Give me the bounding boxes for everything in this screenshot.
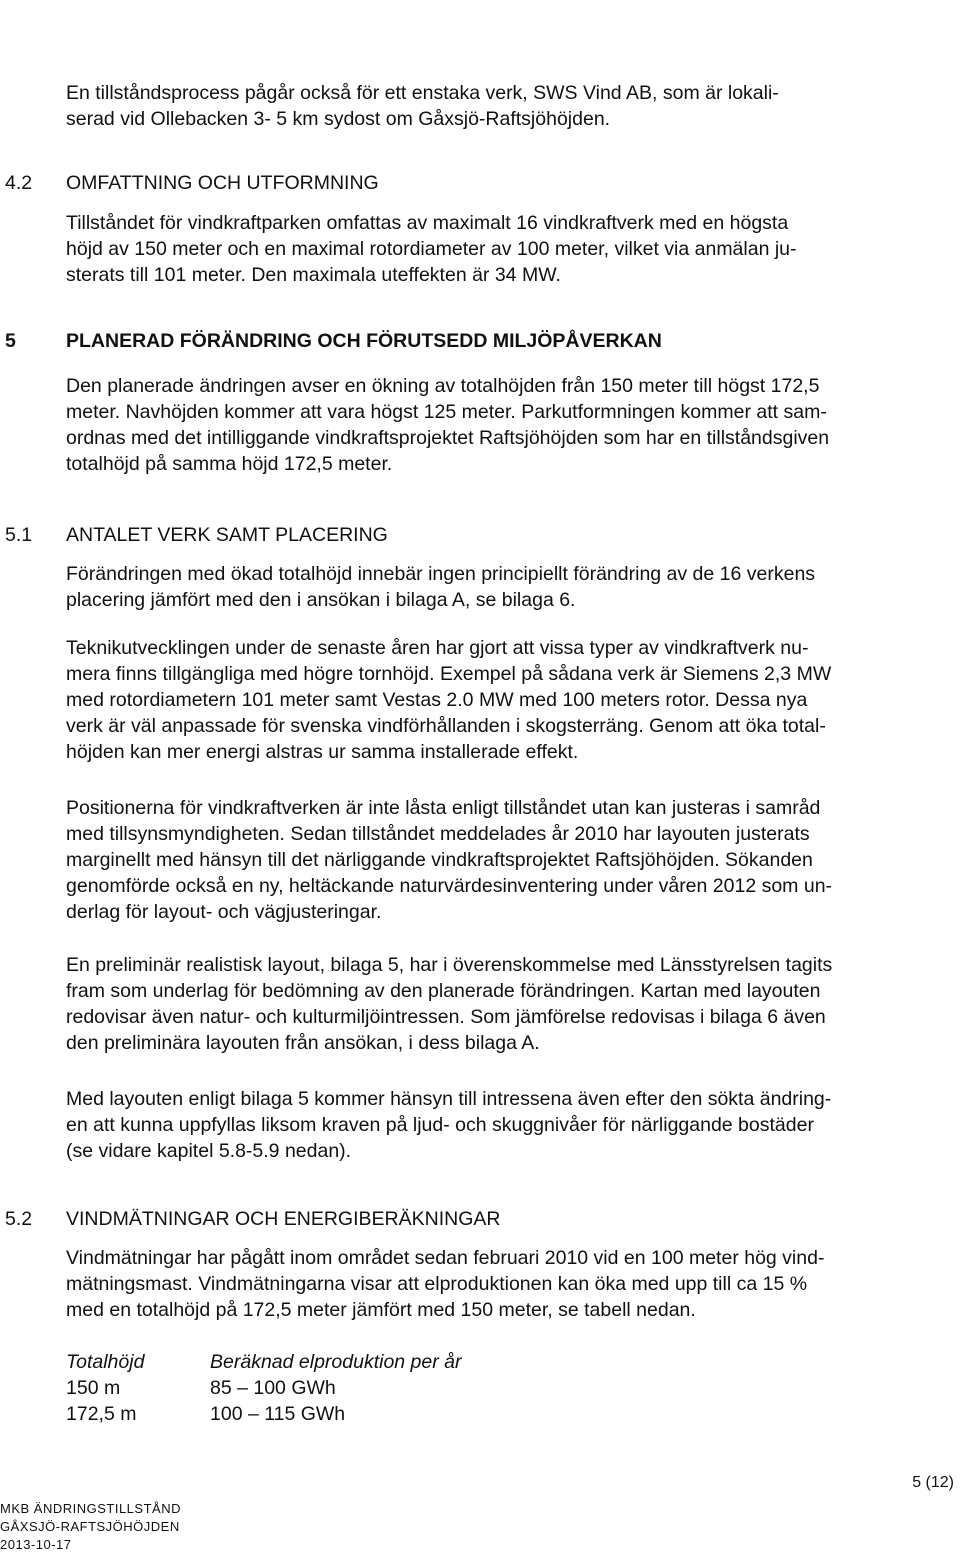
text-line: med en totalhöjd på 172,5 meter jämfört med 150 meter, se tabell nedan. [66, 1299, 696, 1321]
text-line: meter. Navhöjden kommer att vara högst 125 meter. Parkutformningen kommer att sam- [66, 401, 827, 423]
production-table [66, 1349, 462, 1427]
text-line: derlag för layout- och vägjusteringar. [66, 901, 382, 923]
section-5-1-paragraph-5 [66, 1086, 956, 1164]
footer-document-title: MKB ÄNDRINGSTILLSTÅND [0, 1501, 181, 1516]
section-5-2-paragraph [66, 1245, 956, 1323]
text-line: Vindmätningar har pågått inom området sedan februari 2010 vid en 100 meter hög vind- [66, 1247, 825, 1269]
table-cell: 172,5 m [66, 1403, 137, 1425]
text-line: marginellt med hänsyn till det närliggande vindkraftsprojektet Raftsjöhöjden. Sökanden [66, 849, 813, 871]
text-line: placering jämfört med den i ansökan i bilaga A, se bilaga 6. [66, 589, 576, 611]
text-line: Teknikutvecklingen under de senaste åren har gjort att vissa typer av vindkraftverk nu- [66, 637, 809, 659]
text-line: En preliminär realistisk layout, bilaga 5, har i överenskommelse med Länsstyrelsen tagits [66, 954, 833, 976]
section-5-1-paragraph-2 [66, 635, 956, 765]
section-5-2-number: 5.2 [5, 1208, 33, 1230]
text-line: serad vid Ollebacken 3- 5 km sydost om Gåxsjö-Raftsjöhöjden. [66, 108, 611, 130]
section-4-2-number: 4.2 [5, 172, 33, 194]
footer-date: 2013-10-17 [0, 1537, 72, 1552]
text-line: En tillståndsprocess pågår också för ett enstaka verk, SWS Vind AB, som är lokali- [66, 82, 779, 104]
text-line: totalhöjd på samma höjd 172,5 meter. [66, 453, 393, 475]
text-line: verk är väl anpassade för svenska vindförhållanden i skogsterräng. Genom att öka total- [66, 715, 826, 737]
table-row [66, 1375, 462, 1401]
intro-paragraph [66, 80, 956, 132]
section-4-2-title: OMFATTNING OCH UTFORMNING [66, 172, 379, 194]
section-5-number: 5 [5, 330, 16, 352]
text-line: mätningsmast. Vindmätningarna visar att elproduktionen kan öka med upp till ca 15 % [66, 1273, 808, 1295]
table-header-production: Beräknad elproduktion per år [210, 1351, 462, 1373]
section-5-1-paragraph-1 [66, 561, 956, 613]
text-line: fram som underlag för bedömning av den planerade förändringen. Kartan med layouten [66, 980, 821, 1002]
footer [0, 1500, 181, 1554]
text-line: den preliminära layouten från ansökan, i dess bilaga A. [66, 1032, 540, 1054]
text-line: höjden kan mer energi alstras ur samma installerade effekt. [66, 741, 579, 763]
text-line: Med layouten enligt bilaga 5 kommer hänsyn till intressena även efter den sökta ändring- [66, 1088, 832, 1110]
section-5-title: PLANERAD FÖRÄNDRING OCH FÖRUTSEDD MILJÖPÅVERKAN [66, 330, 662, 352]
section-5-1-title: ANTALET VERK SAMT PLACERING [66, 524, 388, 546]
text-line: genomförde också en ny, heltäckande naturvärdesinventering under våren 2012 som un- [66, 875, 833, 897]
text-line: Förändringen med ökad totalhöjd innebär ingen principiellt förändring av de 16 verkens [66, 563, 816, 585]
table-cell: 100 – 115 GWh [210, 1403, 346, 1425]
text-line: Den planerade ändringen avser en ökning av totalhöjden från 150 meter till högst 172,5 [66, 375, 820, 397]
text-line: en att kunna uppfyllas liksom kraven på ljud- och skuggnivåer för närliggande bostäder [66, 1114, 814, 1136]
table-header-height: Totalhöjd [66, 1351, 145, 1373]
text-line: med rotordiametern 101 meter samt Vestas 2.0 MW med 100 meters rotor. Dessa nya [66, 689, 808, 711]
text-line: mera finns tillgängliga med högre tornhöjd. Exempel på sådana verk är Siemens 2,3 MW [66, 663, 832, 685]
table-cell: 150 m [66, 1377, 121, 1399]
section-5-2-title: VINDMÄTNINGAR OCH ENERGIBERÄKNINGAR [66, 1208, 501, 1230]
section-5-paragraph [66, 373, 956, 477]
text-line: (se vidare kapitel 5.8-5.9 nedan). [66, 1140, 352, 1162]
text-line: ordnas med det intilliggande vindkraftsprojektet Raftsjöhöjden som har en tillståndsgiven [66, 427, 830, 449]
text-line: redovisar även natur- och kulturmiljöintressen. Som jämförelse redovisas i bilaga 6 även [66, 1006, 826, 1028]
table-header-row [66, 1349, 462, 1375]
text-line: Tillståndet för vindkraftparken omfattas av maximalt 16 vindkraftverk med en högsta [66, 212, 789, 234]
page-number: 5 (12) [912, 1474, 954, 1491]
footer-project-name: GÅXSJÖ-RAFTSJÖHÖJDEN [0, 1519, 180, 1534]
section-5-1-paragraph-3 [66, 795, 956, 925]
section-5-1-number: 5.1 [5, 524, 33, 546]
section-4-2-paragraph [66, 210, 956, 288]
text-line: sterats till 101 meter. Den maximala uteffekten är 34 MW. [66, 264, 561, 286]
table-cell: 85 – 100 GWh [210, 1377, 336, 1399]
section-5-1-paragraph-4 [66, 952, 956, 1056]
text-line: höjd av 150 meter och en maximal rotordiameter av 100 meter, vilket via anmälan ju- [66, 238, 797, 260]
text-line: med tillsynsmyndigheten. Sedan tillståndet meddelades år 2010 har layouten justerats [66, 823, 810, 845]
text-line: Positionerna för vindkraftverken är inte låsta enligt tillståndet utan kan justeras i samråd [66, 797, 821, 819]
table-row [66, 1401, 462, 1427]
